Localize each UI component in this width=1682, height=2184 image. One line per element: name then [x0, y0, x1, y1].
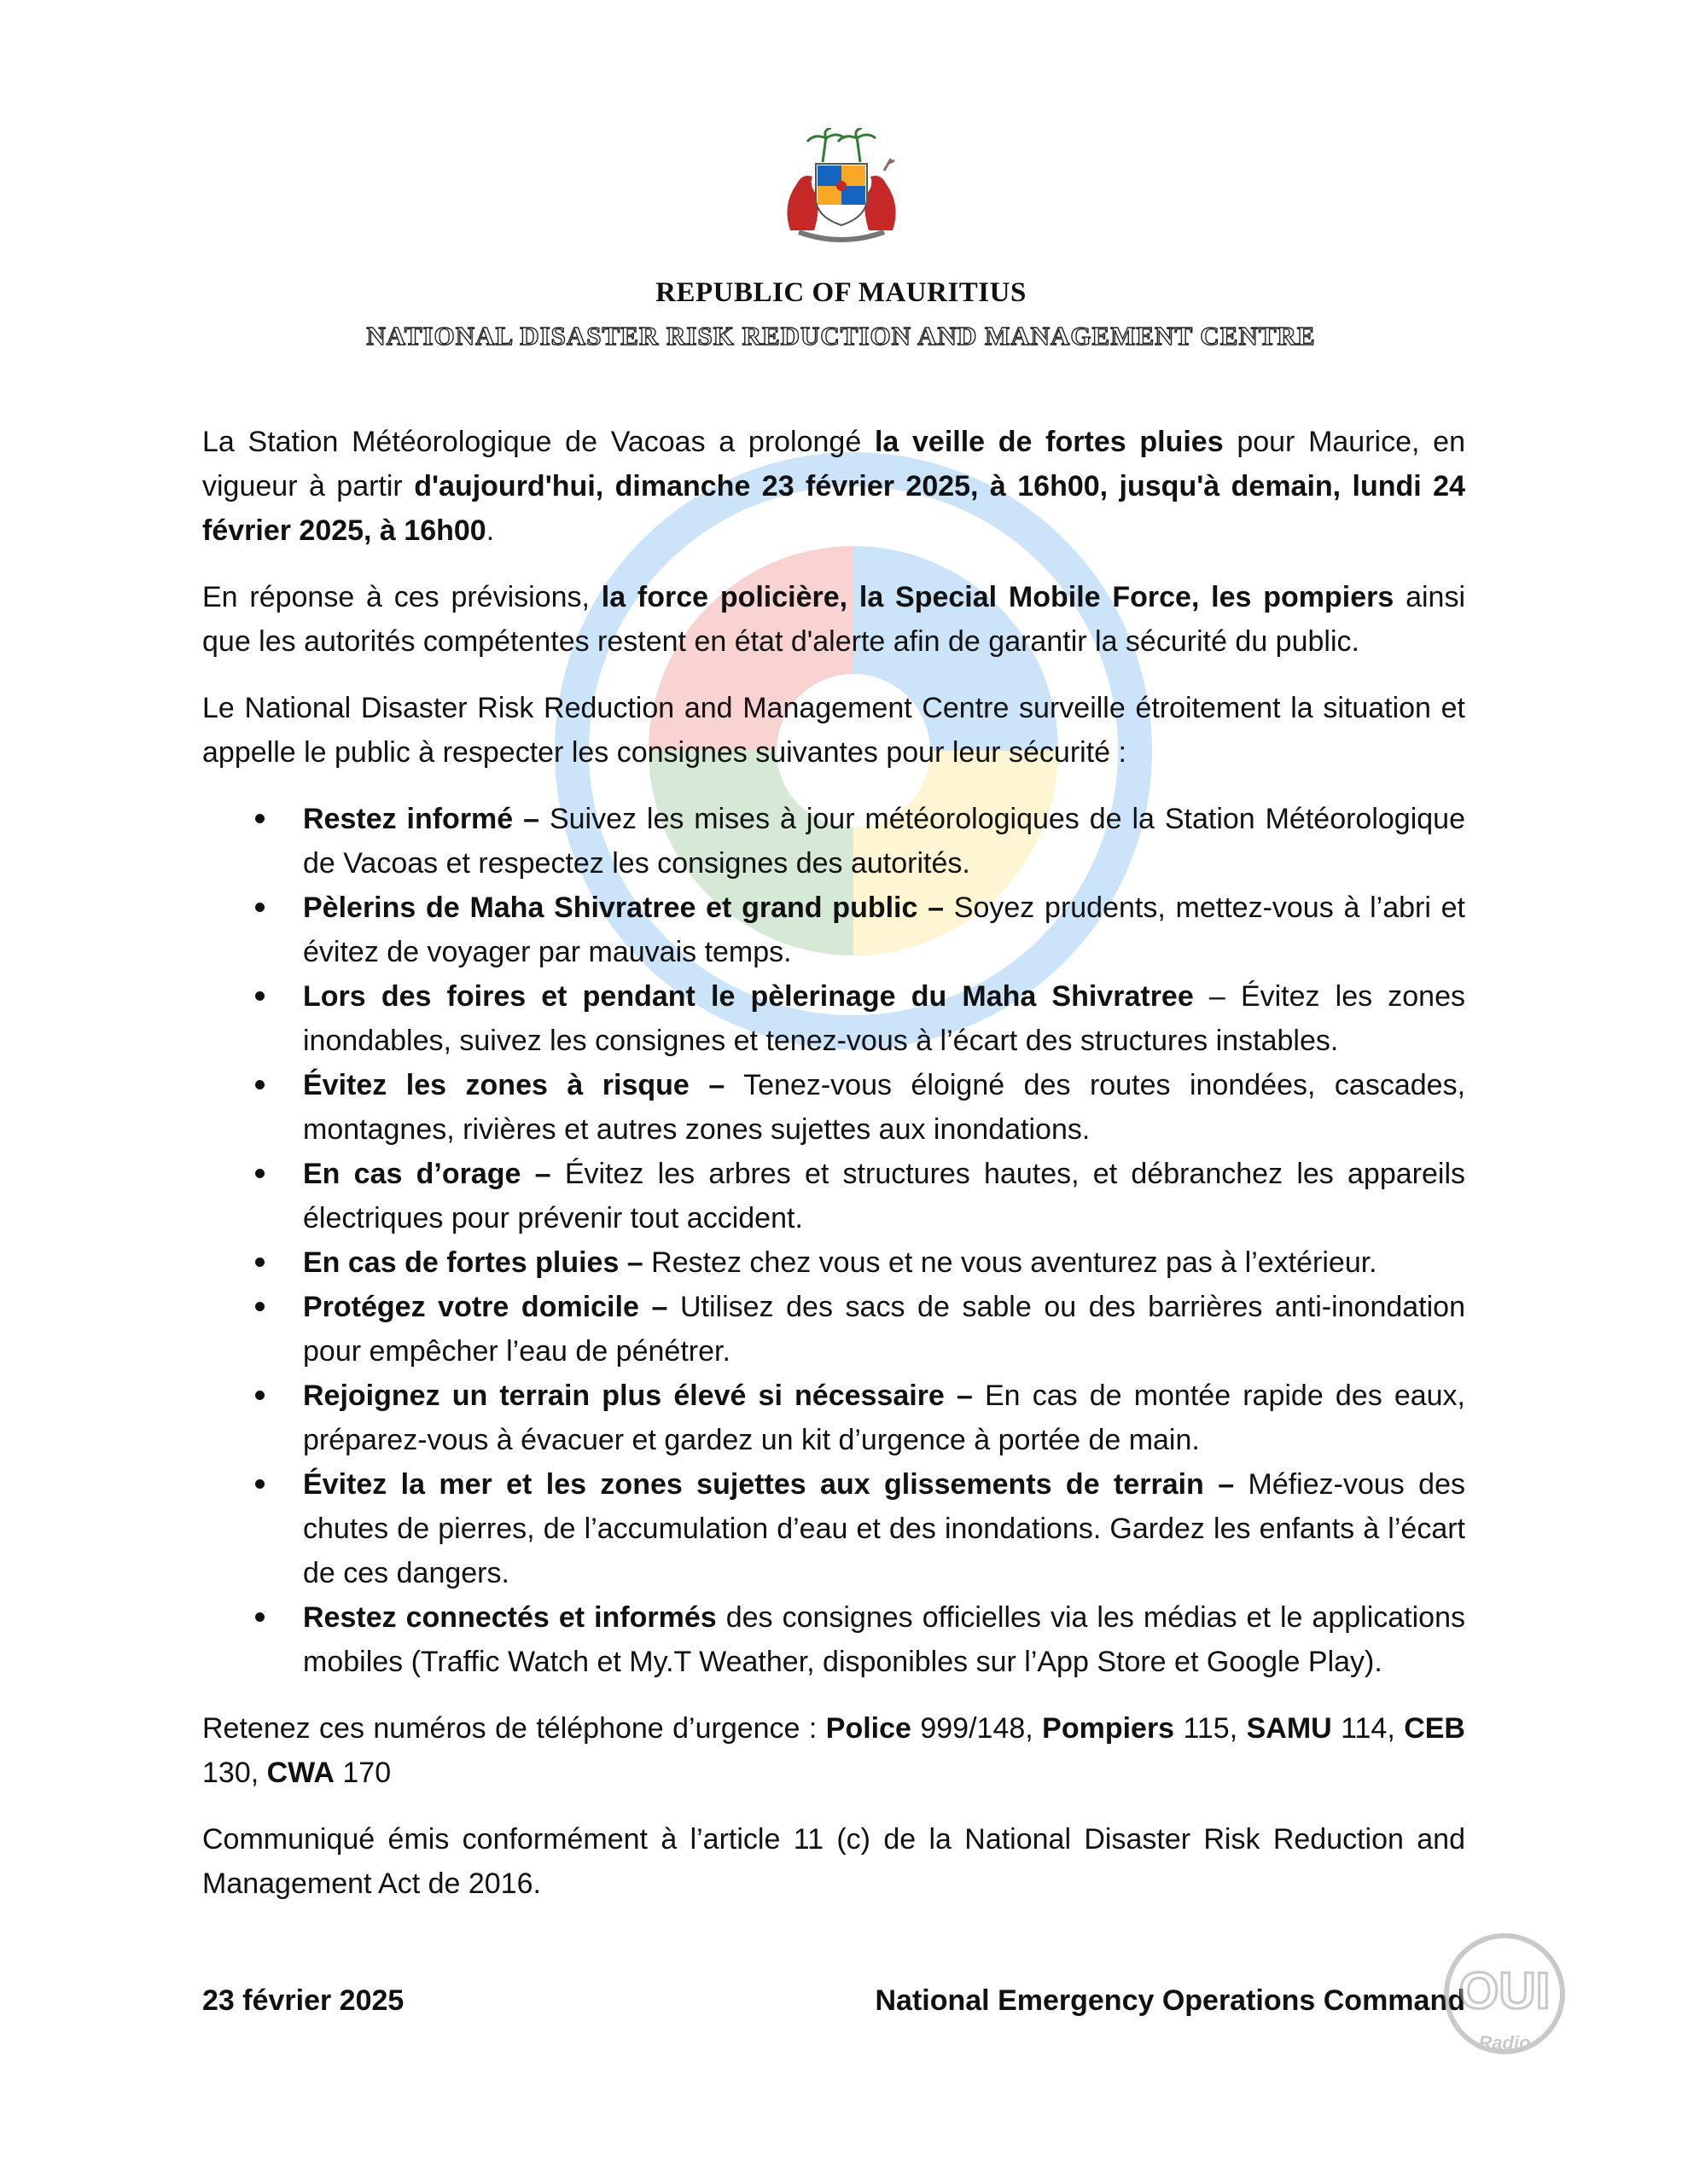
signatory: National Emergency Operations Command [875, 1984, 1465, 2017]
coat-of-arms-icon [756, 128, 927, 247]
list-item: Rejoignez un terrain plus élevé si nécessaire – En cas de montée rapide des eaux, préparez-vous à évacuer et gardez un kit d’urgence à portée de main. [303, 1374, 1465, 1462]
release-date: 23 février 2025 [202, 1984, 404, 2017]
agency-heading: NATIONAL DISASTER RISK REDUCTION AND MANAGEMENT CENTRE [366, 321, 1316, 351]
svg-text:OUI: OUI [1458, 1962, 1551, 2019]
radio-logo-label: Radio [1478, 2032, 1531, 2053]
list-item: En cas d’orage – Évitez les arbres et structures hautes, et débranchez les appareils électriques pour prévenir tout accident. [303, 1152, 1465, 1240]
response-paragraph: En réponse à ces prévisions, la force policière, la Special Mobile Force, les pompiers ainsi que les autorités compétentes restent en état d'alerte afin de garantir la sécurité du public. [202, 581, 1465, 658]
list-item: Restez connectés et informés des consignes officielles via les médias et le applications mobiles (Traffic Watch et My.T Weather, disponibles sur l’App Store et Google Play). [303, 1595, 1465, 1684]
list-item: En cas de fortes pluies – Restez chez vous et ne vous aventurez pas à l’extérieur. [303, 1240, 1465, 1285]
list-item: Évitez la mer et les zones sujettes aux glissements de terrain – Méfiez-vous des chutes de pierres, de l’accumulation d’eau et des inondations. Gardez les enfants à l’écart de ces dangers. [303, 1462, 1465, 1595]
list-item: Protégez votre domicile – Utilisez des sacs de sable ou des barrières anti-inondation pour empêcher l’eau de pénétrer. [303, 1285, 1465, 1374]
country-heading: REPUBLIC OF MAURITIUS [655, 277, 1027, 308]
legal-basis-paragraph: Communiqué émis conformément à l’article 11 (c) de la National Disaster Risk Reduction and Management Act de 2016. [202, 1823, 1465, 1900]
list-item: Pèlerins de Maha Shivratree et grand public – Soyez prudents, mettez-vous à l’abri et évitez de voyager par mauvais temps. [303, 886, 1465, 974]
list-item: Restez informé – Suivez les mises à jour météorologiques de la Station Météorologique de Vacoas et respectez les consignes des autorités. [303, 797, 1465, 886]
list-item: Lors des foires et pendant le pèlerinage du Maha Shivratree – Évitez les zones inondables, suivez les consignes et tenez-vous à l’écart des structures instables. [303, 974, 1465, 1063]
safety-instructions-list [202, 797, 1465, 1684]
radio-station-logo-icon [1423, 1930, 1586, 2066]
monitoring-paragraph: Le National Disaster Risk Reduction and Management Centre surveille étroitement la situation et appelle le public à respecter les consignes suivantes pour leur sécurité : [202, 692, 1465, 769]
intro-paragraph: La Station Météorologique de Vacoas a prolongé la veille de fortes pluies pour Maurice, en vigueur à partir d'aujourd'hui, dimanche 23 février 2025, à 16h00, jusqu'à demain, lundi 24 février 2025, à 16h00. [202, 426, 1465, 547]
list-item: Évitez les zones à risque – Tenez-vous éloigné des routes inondées, cascades, montagnes, rivières et autres zones sujettes aux inondations. [303, 1063, 1465, 1152]
communique-body [202, 420, 1465, 1928]
emergency-numbers-paragraph: Retenez ces numéros de téléphone d’urgence : Police 999/148, Pompiers 115, SAMU 114, CEB 130, CWA 170 [202, 1712, 1465, 1789]
